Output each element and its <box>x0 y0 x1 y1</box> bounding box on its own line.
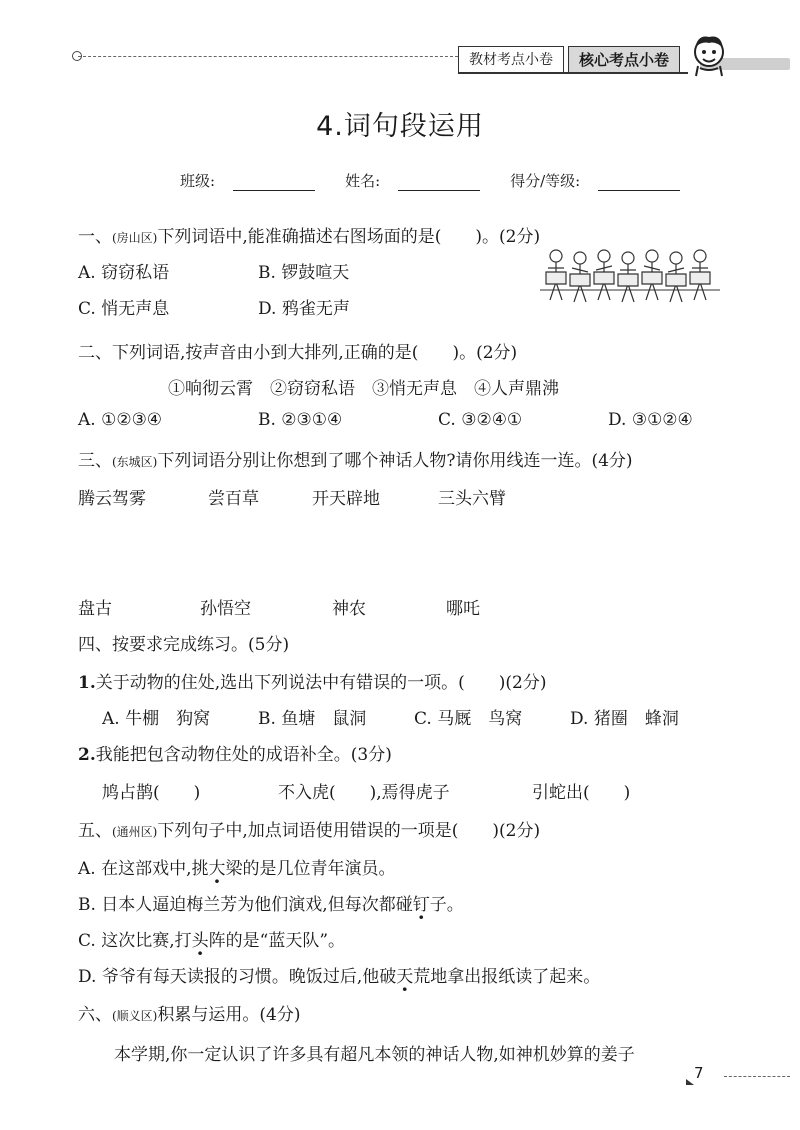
q3-bottom-word-1[interactable]: 盘古 <box>78 599 112 619</box>
q5-a-pre: A. 在这部戏中, <box>78 859 192 879</box>
q1-option-c[interactable]: C. 悄无声息 <box>78 299 170 319</box>
q4-sub1-number: 1. <box>78 673 96 693</box>
q5-stem <box>78 816 540 841</box>
q1-option-d[interactable]: D. 鸦雀无声 <box>258 299 350 319</box>
student-info-row <box>180 170 680 191</box>
name-blank[interactable] <box>398 176 480 191</box>
q1-source: (房山区) <box>112 231 158 245</box>
q4-sub1-option-a[interactable]: A. 牛棚 狗窝 <box>102 709 211 729</box>
header-tab-textbook: 教材考点小卷 <box>458 46 564 73</box>
q4-sub1 <box>78 668 547 693</box>
q6-paragraph: 本学期,你一定认识了许多具有超凡本领的神话人物,如神机妙算的姜子 <box>114 1045 635 1065</box>
score-label: 得分/等级: <box>510 172 581 190</box>
q5-option-d[interactable] <box>78 962 600 987</box>
q3-bottom-word-3[interactable]: 神农 <box>332 599 366 619</box>
q1-number: 一、 <box>78 227 112 247</box>
q4-sub1-option-c[interactable]: C. 马厩 鸟窝 <box>414 709 523 729</box>
q5-option-a[interactable] <box>78 854 396 879</box>
score-blank[interactable] <box>598 176 680 191</box>
q3-top-word-2[interactable]: 尝百草 <box>208 489 259 509</box>
q2-stem: 二、下列词语,按声音由小到大排列,正确的是( )。(2分) <box>78 343 518 363</box>
q2-option-d[interactable]: D. ③①②④ <box>608 410 693 430</box>
q3-top-word-1[interactable]: 腾云驾雾 <box>78 489 146 509</box>
q5-b-post: 。 <box>446 895 464 915</box>
q3-bottom-word-4[interactable]: 哪吒 <box>446 599 480 619</box>
q5-c-post: 的是“蓝天队”。 <box>225 931 346 951</box>
q1-stem <box>78 222 540 247</box>
mascot-icon <box>688 32 730 78</box>
q6-text: 积累与运用。(4分) <box>157 1005 301 1025</box>
q2-word-list: ①响彻云霄 ②窃窃私语 ③悄无声息 ④人声鼎沸 <box>168 379 559 399</box>
q5-a-post: 的是几位青年演员。 <box>242 859 396 879</box>
page-number: 7 <box>694 1064 704 1082</box>
q2-option-a[interactable]: A. ①②③④ <box>78 410 163 430</box>
q4-sub1-option-b[interactable]: B. 鱼塘 鼠洞 <box>258 709 367 729</box>
q3-source: (东城区) <box>112 455 158 469</box>
q5-d-pre: D. 爷爷有每天读报的习惯。晚饭过后,他 <box>78 967 380 987</box>
q5-number: 五、 <box>78 821 112 841</box>
q4-sub1-text: 关于动物的住处,选出下列说法中有错误的一项。( )(2分) <box>95 673 547 693</box>
page-number-marker <box>686 1079 694 1085</box>
drum-performers-illustration <box>540 246 720 310</box>
q4-sub2-item-1[interactable]: 鸠占鹊( ) <box>102 783 201 803</box>
q5-d-post: 地拿出报纸读了起来。 <box>430 967 601 987</box>
q4-sub2-item-2[interactable]: 不入虎( ),焉得虎子 <box>278 783 450 803</box>
q1-option-a[interactable]: A. 窃窃私语 <box>78 263 170 283</box>
q3-stem <box>78 446 633 471</box>
q1-option-b[interactable]: B. 锣鼓喧天 <box>258 263 350 283</box>
q5-a-dotted-word: 挑大梁 <box>191 859 243 879</box>
q6-source: (顺义区) <box>112 1009 158 1023</box>
q6-stem <box>78 1000 300 1025</box>
q4-sub1-option-d[interactable]: D. 猪圈 蜂洞 <box>570 709 679 729</box>
q3-number: 三、 <box>78 451 112 471</box>
q5-option-c[interactable] <box>78 926 345 951</box>
q4-sub2-item-3[interactable]: 引蛇出( ) <box>532 783 631 803</box>
footer-dashed-line <box>724 1076 790 1077</box>
q3-top-word-3[interactable]: 开天辟地 <box>312 489 380 509</box>
header-dashed-line <box>78 56 458 57</box>
q5-c-pre: C. 这次比赛, <box>78 931 175 951</box>
q4-sub2 <box>78 740 392 765</box>
q6-number: 六、 <box>78 1005 112 1025</box>
q5-b-dotted-word: 碰钉子 <box>395 895 447 915</box>
header-tab-core: 核心考点小卷 <box>568 46 680 73</box>
q4-sub2-text: 我能把包含动物住处的成语补全。(3分) <box>95 745 392 765</box>
header-underline <box>458 72 688 74</box>
q5-d-dotted-word: 破天荒 <box>379 967 431 987</box>
q4-sub2-number: 2. <box>78 745 96 765</box>
q2-option-b[interactable]: B. ②③①④ <box>258 410 343 430</box>
q3-bottom-word-2[interactable]: 孙悟空 <box>200 599 251 619</box>
class-blank[interactable] <box>233 176 315 191</box>
q5-b-pre: B. 日本人逼迫梅兰芳为他们演戏,但每次都 <box>78 895 396 915</box>
q2-option-c[interactable]: C. ③②④① <box>438 410 523 430</box>
q1-text: 下列词语中,能准确描述右图场面的是( )。(2分) <box>157 227 541 247</box>
name-label: 姓名: <box>345 172 381 190</box>
q4-stem: 四、按要求完成练习。(5分) <box>78 635 290 655</box>
q5-option-b[interactable] <box>78 890 464 915</box>
class-label: 班级: <box>180 172 216 190</box>
q5-text: 下列句子中,加点词语使用错误的一项是( )(2分) <box>157 821 541 841</box>
q3-top-word-4[interactable]: 三头六臂 <box>438 489 506 509</box>
q3-text: 下列词语分别让你想到了哪个神话人物?请你用线连一连。(4分) <box>157 451 633 471</box>
q5-source: (通州区) <box>112 825 158 839</box>
q5-c-dotted-word: 打头阵 <box>174 931 226 951</box>
page-title: 4.词句段运用 <box>316 111 484 142</box>
